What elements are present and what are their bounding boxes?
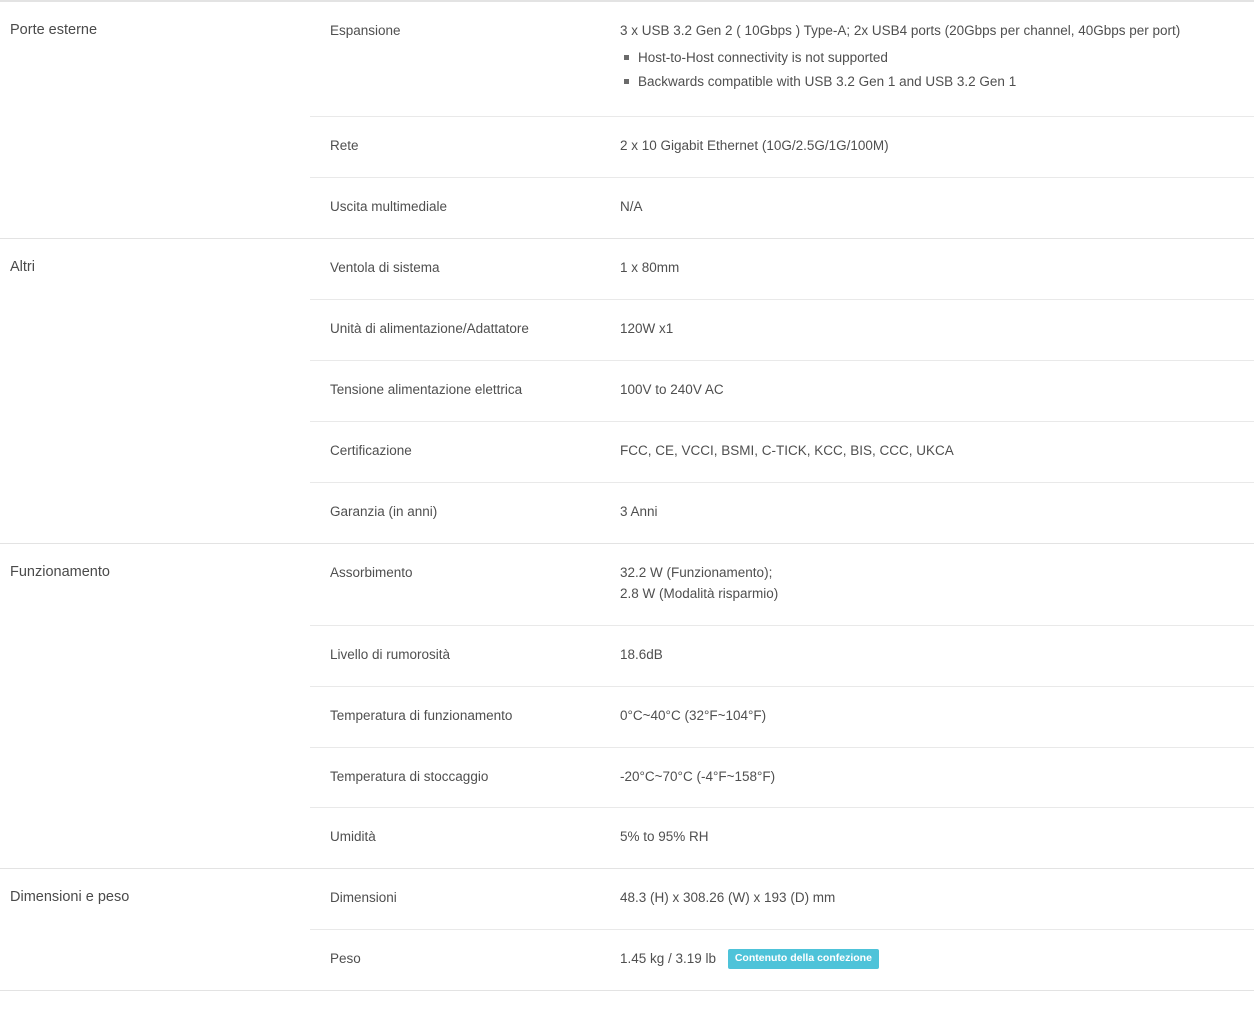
spec-value-line: N/A: [620, 199, 643, 215]
spec-value-cell: [620, 361, 1254, 422]
spec-value-line: 1 x 80mm: [620, 260, 680, 276]
group-title: Altri: [10, 259, 35, 276]
spec-label: Unità di alimentazione/Adattatore: [330, 321, 529, 337]
group-header-cell: [0, 2, 310, 239]
table-top-divider: [0, 0, 1254, 1]
spec-value-cell: [620, 117, 1254, 178]
spec-value-line: 3 x USB 3.2 Gen 2 ( 10Gbps ) Type-A; 2x USB4 ports (20Gbps per channel, 40Gbps per port): [620, 23, 1181, 38]
spec-label: Dimensioni: [330, 890, 397, 906]
spec-value-cell: [620, 747, 1254, 808]
spec-label-cell: [310, 117, 620, 178]
spec-label-cell: [310, 482, 620, 543]
spec-value-cell: [620, 239, 1254, 300]
spec-value-cell: [620, 482, 1254, 543]
spec-value-cell: [620, 543, 1254, 625]
spec-label: Garanzia (in anni): [330, 503, 438, 519]
group-header-cell: [0, 869, 310, 990]
spec-value-line: FCC, CE, VCCI, BSMI, C-TICK, KCC, BIS, CCC, UKCA: [620, 443, 954, 459]
spec-label-cell: [310, 747, 620, 808]
specifications-table-body: [0, 2, 1254, 991]
group-title: Dimensioni e peso: [10, 889, 130, 906]
specifications-table: [0, 1, 1254, 990]
spec-value-cell: [620, 930, 1254, 990]
spec-value-line: 0°C~40°C (32°F~104°F): [620, 707, 767, 723]
spec-value-cell: [620, 686, 1254, 747]
spec-value-line: 3 Anni: [620, 503, 658, 519]
list-item: Host-to-Host connectivity is not supported: [638, 48, 1230, 68]
table-row: [0, 239, 1254, 300]
spec-label-cell: [310, 543, 620, 625]
spec-label: Umidità: [330, 829, 376, 845]
spec-label: Uscita multimediale: [330, 199, 448, 215]
spec-value-cell: [620, 869, 1254, 930]
spec-label-cell: [310, 422, 620, 483]
spec-label-cell: [310, 686, 620, 747]
spec-label: Temperatura di stoccaggio: [330, 768, 489, 784]
spec-value-line: 100V to 240V AC: [620, 382, 724, 398]
spec-value-line: 5% to 95% RH: [620, 829, 709, 845]
spec-label-cell: [310, 239, 620, 300]
spec-label-cell: [310, 2, 620, 117]
spec-value-line: 1.45 kg / 3.19 lb: [620, 951, 717, 967]
table-row: [0, 543, 1254, 625]
spec-value-cell: [620, 808, 1254, 869]
spec-label-cell: [310, 300, 620, 361]
spec-label: Certificazione: [330, 443, 412, 459]
spec-value-cell: [620, 178, 1254, 239]
spec-label: Espansione: [330, 23, 401, 38]
spec-label-cell: [310, 808, 620, 869]
group-title: Porte esterne: [10, 22, 98, 38]
spec-label-cell: [310, 930, 620, 990]
spec-label: Assorbimento: [330, 564, 413, 580]
spec-value-line: 2 x 10 Gigabit Ethernet (10G/2.5G/1G/100M): [620, 138, 889, 154]
spec-label: Tensione alimentazione elettrica: [330, 382, 523, 398]
status-badge[interactable]: Contenuto della confezione: [728, 949, 879, 969]
spec-label-cell: [310, 625, 620, 686]
spec-value-cell: [620, 2, 1254, 117]
spec-label-cell: [310, 869, 620, 930]
spec-label: Rete: [330, 138, 359, 154]
spec-value-line: 18.6dB: [620, 646, 663, 662]
spec-label-cell: [310, 361, 620, 422]
list-item: Backwards compatible with USB 3.2 Gen 1 and USB 3.2 Gen 1: [638, 72, 1230, 92]
spec-label: Ventola di sistema: [330, 260, 440, 276]
spec-bullet-list: [620, 48, 1230, 93]
group-title: Funzionamento: [10, 563, 110, 580]
group-header-cell: [0, 543, 310, 869]
spec-value-line: 120W x1: [620, 321, 674, 337]
spec-label: Livello di rumorosità: [330, 646, 451, 662]
spec-value-line: 2.8 W (Modalità risparmio): [620, 585, 779, 601]
spec-label: Peso: [330, 951, 361, 967]
spec-value-cell: [620, 300, 1254, 361]
spec-value-line: 48.3 (H) x 308.26 (W) x 193 (D) mm: [620, 890, 836, 906]
spec-value-line: -20°C~70°C (-4°F~158°F): [620, 768, 776, 784]
spec-label-cell: [310, 178, 620, 239]
spec-value-line: 32.2 W (Funzionamento);: [620, 564, 773, 580]
spec-value-cell: [620, 625, 1254, 686]
table-row: [0, 2, 1254, 117]
table-bottom-divider: [0, 990, 1254, 991]
table-row: [0, 869, 1254, 930]
spec-value-cell: [620, 422, 1254, 483]
group-header-cell: [0, 239, 310, 544]
spec-label: Temperatura di funzionamento: [330, 707, 513, 723]
